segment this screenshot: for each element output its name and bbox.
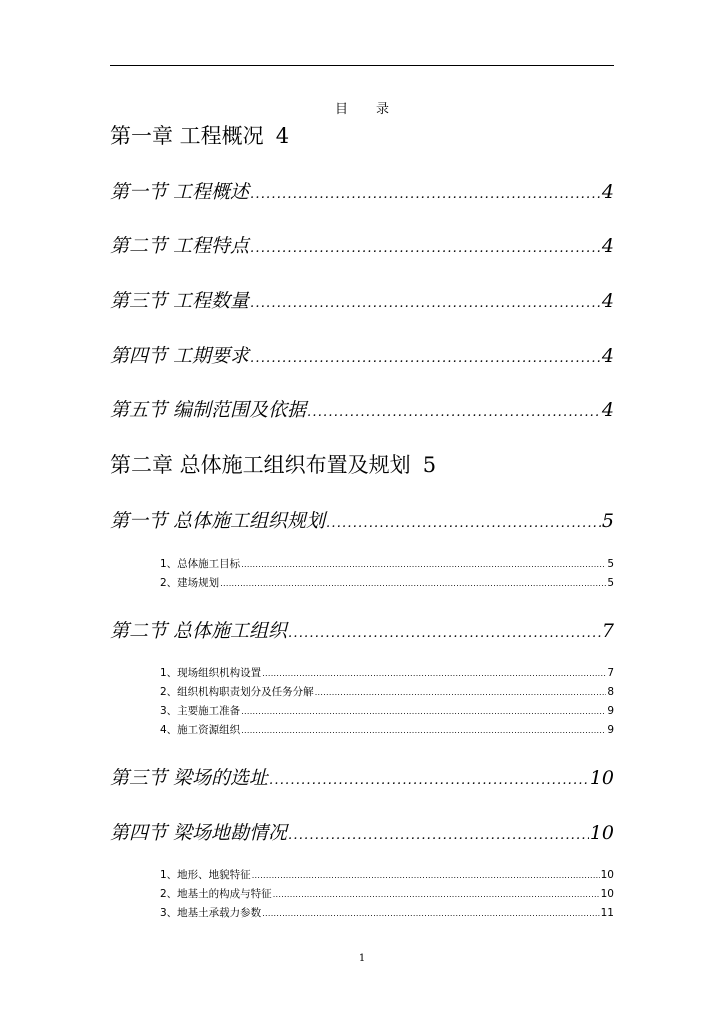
toc-page-number: 5 [601, 510, 614, 532]
toc-item-2-4-2[interactable] [160, 886, 614, 901]
toc-leader [252, 871, 600, 880]
toc-leader [220, 579, 606, 588]
toc-label: 1、地形、地貌特征 [160, 869, 251, 881]
toc-leader [269, 773, 589, 788]
toc-section-1-2[interactable] [110, 231, 614, 258]
toc-label: 第三节 工程数量 [110, 290, 250, 312]
toc-page-number: 4 [601, 290, 614, 312]
toc-page-number: 5 [422, 453, 437, 477]
toc-section-2-2[interactable] [110, 616, 614, 643]
toc-label: 第一节 总体施工组织规划 [110, 510, 326, 532]
toc-item-2-1-1[interactable] [160, 556, 614, 571]
toc-section-2-3[interactable] [110, 763, 614, 790]
toc-page-number: 4 [601, 181, 614, 203]
toc-leader [250, 187, 601, 202]
toc-label: 第四节 工期要求 [110, 345, 250, 367]
toc-title [0, 98, 724, 117]
toc-section-2-1[interactable] [110, 506, 614, 533]
toc-page-number: 8 [607, 686, 614, 698]
toc-leader [315, 688, 607, 697]
toc-title-char-1: 目 [334, 102, 348, 117]
toc-page-number: 7 [601, 620, 614, 642]
toc-item-2-4-1[interactable] [160, 867, 614, 882]
toc-item-2-1-2[interactable] [160, 575, 614, 590]
toc-label: 第三节 梁场的选址 [110, 767, 269, 789]
toc-leader [288, 626, 601, 641]
toc-label: 第五节 编制范围及依据 [110, 399, 307, 421]
toc-leader [241, 707, 606, 716]
toc-label: 第二节 总体施工组织 [110, 620, 288, 642]
toc-label: 第二章 总体施工组织布置及规划 [110, 453, 411, 477]
toc-leader [241, 726, 606, 735]
toc-page-number: 11 [600, 907, 614, 919]
toc-leader [326, 516, 601, 531]
toc-label: 1、现场组织机构设置 [160, 667, 262, 679]
toc-page-number: 5 [607, 558, 614, 570]
toc-leader [262, 669, 606, 678]
page-number: 1 [358, 953, 366, 964]
toc-section-1-1[interactable] [110, 177, 614, 204]
toc-leader [262, 909, 599, 918]
toc-leader [288, 828, 589, 843]
header-rule [110, 65, 614, 66]
toc-page-number: 10 [600, 869, 614, 881]
toc-page-number: 7 [607, 667, 614, 679]
toc-item-2-2-3[interactable] [160, 703, 614, 718]
toc-leader [307, 405, 601, 420]
toc-chapter-1[interactable] [110, 120, 614, 150]
toc-section-1-3[interactable] [110, 286, 614, 313]
toc-label: 3、地基土承载力参数 [160, 907, 262, 919]
toc-label: 2、建场规划 [160, 577, 220, 589]
toc-label: 2、组织机构职责划分及任务分解 [160, 686, 314, 698]
toc-page-number: 4 [601, 235, 614, 257]
toc-page-number: 10 [600, 888, 614, 900]
toc-label: 第四节 梁场地勘情况 [110, 822, 288, 844]
toc-leader [241, 560, 606, 569]
toc-label: 第一章 工程概况 [110, 124, 264, 148]
toc-section-1-5[interactable] [110, 395, 614, 422]
toc-item-2-4-3[interactable] [160, 905, 614, 920]
toc-page-number: 9 [607, 724, 614, 736]
toc-label: 2、地基土的构成与特征 [160, 888, 272, 900]
toc-leader [250, 296, 601, 311]
toc-leader [273, 890, 600, 899]
toc-page-number: 10 [589, 767, 614, 789]
toc-section-1-4[interactable] [110, 341, 614, 368]
toc-chapter-2[interactable] [110, 449, 614, 479]
toc-page-number: 9 [607, 705, 614, 717]
toc-label: 第二节 工程特点 [110, 235, 250, 257]
toc-page-number: 5 [607, 577, 614, 589]
toc-leader [250, 351, 601, 366]
toc-title-char-2: 录 [376, 102, 390, 117]
toc-section-2-4[interactable] [110, 818, 614, 845]
toc-leader [250, 241, 601, 256]
toc-item-2-2-2[interactable] [160, 684, 614, 699]
toc-page-number: 4 [601, 399, 614, 421]
toc-page-number: 4 [275, 124, 290, 148]
toc-item-2-2-4[interactable] [160, 722, 614, 737]
toc-item-2-2-1[interactable] [160, 665, 614, 680]
toc-page-number: 4 [601, 345, 614, 367]
toc-page-number: 10 [589, 822, 614, 844]
toc-label: 第一节 工程概述 [110, 181, 250, 203]
toc-label: 4、施工资源组织 [160, 724, 241, 736]
toc-label: 3、主要施工准备 [160, 705, 241, 717]
toc-label: 1、总体施工目标 [160, 558, 241, 570]
